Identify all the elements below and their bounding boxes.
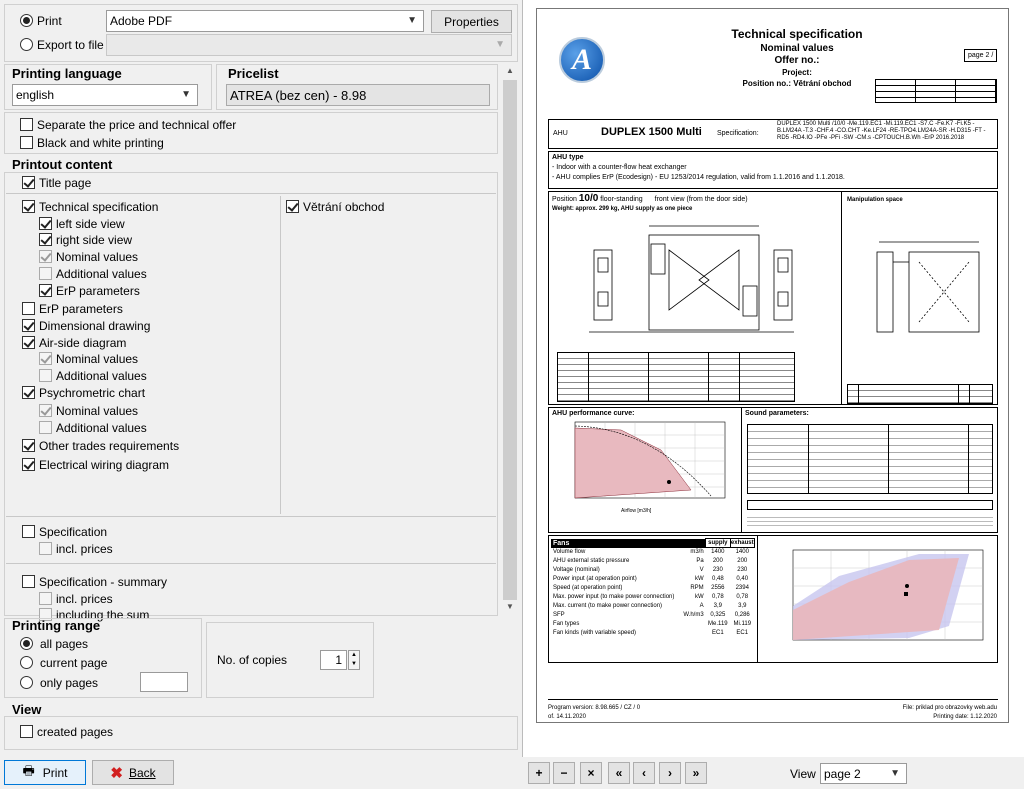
manipulation-table xyxy=(847,384,993,404)
fans-cell: SFP xyxy=(553,612,565,618)
copies-spinner[interactable] xyxy=(348,650,360,670)
only-pages-radio[interactable] xyxy=(20,676,33,689)
fans-exhaust-header: exhaust xyxy=(730,539,754,546)
additional2-option[interactable] xyxy=(39,367,147,384)
export-select[interactable] xyxy=(106,34,512,56)
sound-table-2 xyxy=(747,500,993,510)
nominal2-checkbox xyxy=(39,352,52,365)
bw-checkbox[interactable] xyxy=(20,136,33,149)
ahu-label: AHU xyxy=(553,130,568,137)
left-side-checkbox[interactable] xyxy=(39,217,52,230)
additional3-checkbox[interactable] xyxy=(39,421,52,434)
created-pages-option[interactable] xyxy=(20,723,113,740)
incl-prices2-label: incl. prices xyxy=(56,591,113,606)
drawing-box xyxy=(548,191,998,405)
print-radio-row[interactable] xyxy=(20,12,62,29)
other-trades-label: Other trades requirements xyxy=(39,438,180,453)
fans-cell: Power input (at operation point) xyxy=(553,576,637,582)
psychro-option[interactable] xyxy=(22,384,145,401)
all-pages-radio[interactable] xyxy=(20,637,33,650)
fans-row xyxy=(551,557,755,566)
export-label: Export to file xyxy=(37,37,104,52)
fans-cell: EC1 xyxy=(736,630,749,636)
properties-label: Properties xyxy=(444,14,499,29)
spec-label: Specification: xyxy=(717,130,759,137)
header-grid xyxy=(875,79,997,103)
fans-cell: Pa xyxy=(696,558,704,564)
printer-value: Adobe PDF xyxy=(110,14,173,28)
position-value: 10/0 xyxy=(578,193,599,204)
specification-checkbox[interactable] xyxy=(22,525,35,538)
language-value: english xyxy=(16,88,55,102)
right-side-option[interactable] xyxy=(39,231,132,248)
atrea-logo: A xyxy=(559,37,605,83)
fans-cell xyxy=(681,629,706,638)
tech-spec-option[interactable] xyxy=(22,198,158,215)
current-page-label: current page xyxy=(40,655,108,670)
fans-row xyxy=(551,566,755,575)
print-button-label: Print xyxy=(42,765,68,780)
vetrani-label: Větrání obchod xyxy=(303,199,385,214)
additional-label: Additional values xyxy=(56,266,147,281)
fans-cell: Max. power input (to make power connection) xyxy=(553,594,675,600)
dim-drawing-label: Dimensional drawing xyxy=(39,318,151,333)
sound-table xyxy=(747,424,993,494)
fans-cell: Fan kinds (with variable speed) xyxy=(553,630,637,636)
ahu-type-title: AHU type xyxy=(552,154,584,161)
properties-button[interactable] xyxy=(431,10,512,33)
position-line xyxy=(552,195,748,204)
fans-cell: Me.119 xyxy=(708,621,728,627)
fans-cell: 230 xyxy=(737,567,748,573)
close-icon: ✖ xyxy=(110,764,123,782)
additional2-label: Additional values xyxy=(56,368,147,383)
erp-params-sub-label: ErP parameters xyxy=(56,283,140,298)
erp-parameters-label: ErP parameters xyxy=(39,301,123,316)
nominal3-label: Nominal values xyxy=(56,403,139,418)
page-select[interactable] xyxy=(820,763,907,784)
sound-title: Sound parameters: xyxy=(745,410,809,417)
preview-subtitle: Nominal values xyxy=(760,43,834,54)
spin-up-icon[interactable]: ▲ xyxy=(351,652,357,658)
position-label: Position xyxy=(552,196,577,203)
fans-cell: Volume flow xyxy=(553,548,586,555)
psychro-checkbox[interactable] xyxy=(22,386,35,399)
electrical-checkbox[interactable] xyxy=(22,458,35,471)
created-pages-checkbox[interactable] xyxy=(20,725,33,738)
incl-prices-checkbox[interactable] xyxy=(39,542,52,555)
electrical-label: Electrical wiring diagram xyxy=(39,457,170,472)
ahu-box xyxy=(548,119,998,149)
scroll-thumb[interactable] xyxy=(503,80,517,600)
erp-parameters-checkbox[interactable] xyxy=(22,302,35,315)
view-title: View xyxy=(12,702,42,717)
fans-cell: 1400 xyxy=(735,549,749,555)
fans-cell: EC1 xyxy=(712,630,724,636)
tech-spec-label: Technical specification xyxy=(39,199,159,214)
ahu-drawing xyxy=(589,220,799,340)
chevron-down-icon: ▼ xyxy=(890,768,900,779)
spec-summary-checkbox[interactable] xyxy=(22,575,35,588)
fans-cell: 0,40 xyxy=(736,576,749,582)
weight-line: Weight: approx. 299 kg, AHU supply as one piece xyxy=(552,206,693,212)
back-button-label: Back xyxy=(128,765,156,780)
fans-cell: A xyxy=(699,603,704,609)
nominal3-option[interactable] xyxy=(39,402,138,419)
fans-cell: 0,78 xyxy=(736,594,749,600)
last-page-button[interactable]: » xyxy=(685,762,707,784)
spec-summary-option[interactable] xyxy=(22,573,167,590)
right-side-checkbox[interactable] xyxy=(39,233,52,246)
preview-page-number: page 2 / xyxy=(964,49,997,62)
additional3-option[interactable] xyxy=(39,419,147,436)
bw-label: Black and white printing xyxy=(37,135,164,150)
preview-title: Technical specification xyxy=(731,27,863,41)
incl-prices2-checkbox[interactable] xyxy=(39,592,52,605)
spec-code: DUPLEX 1500 Multi /10/0 -Me.119.EC1 -Mi.119.EC1 -S7.C -Fe.K7 -Fi.K5 -B.LM24A -T.3 -CHF.4 -CO.CHT -Ke.LF24 -RE-TPO4.LM24A-SR -H.D315 -FT -RD5 -RD4.IO -PFe -PFi -SW -CM.s -CPTOUCH.B.Wh -ErP 2016.2018 xyxy=(777,121,986,141)
language-title: Printing language xyxy=(12,66,122,81)
current-page-radio[interactable] xyxy=(20,656,33,669)
fans-title: Fans xyxy=(553,539,570,547)
incl-prices2-option[interactable] xyxy=(39,590,113,607)
separate-checkbox[interactable] xyxy=(20,118,33,131)
erp-params-sub-option[interactable] xyxy=(39,282,140,299)
bw-option[interactable] xyxy=(20,134,164,151)
manipulation-drawing xyxy=(859,232,989,342)
all-pages-option[interactable] xyxy=(20,635,88,652)
program-date: of. 14.11.2020 xyxy=(548,714,586,720)
perf-title: AHU performance curve: xyxy=(552,410,635,417)
additional-checkbox[interactable] xyxy=(39,267,52,280)
language-select[interactable] xyxy=(12,84,198,106)
performance-curve-chart xyxy=(561,420,737,516)
chevron-down-icon: ▼ xyxy=(181,89,191,100)
fans-cell: 1400 xyxy=(711,549,725,555)
title-page-checkbox[interactable] xyxy=(22,176,35,189)
fans-cell: Mi.119 xyxy=(733,621,752,627)
zoom-out-button[interactable]: − xyxy=(553,762,575,784)
fans-cell: Fan types xyxy=(553,621,580,627)
content-title: Printout content xyxy=(12,157,113,172)
fans-cell: 200 xyxy=(737,558,748,564)
fans-cell: 2394 xyxy=(735,585,749,591)
spin-down-icon[interactable]: ▼ xyxy=(351,661,357,667)
air-side-label: Air-side diagram xyxy=(39,335,127,350)
psychrometric-chart xyxy=(769,546,993,658)
fans-table xyxy=(551,538,755,638)
print-label: Print xyxy=(37,13,62,28)
export-radio[interactable] xyxy=(20,38,33,51)
fans-cell xyxy=(681,620,706,629)
only-pages-input[interactable] xyxy=(140,672,188,692)
chevron-down-icon: ▼ xyxy=(407,15,417,26)
scroll-up-icon[interactable]: ▲ xyxy=(506,66,514,75)
incl-prices-option[interactable] xyxy=(39,540,113,557)
additional2-checkbox[interactable] xyxy=(39,369,52,382)
scroll-down-icon[interactable]: ▼ xyxy=(506,602,514,611)
copies-label: No. of copies xyxy=(217,653,288,667)
fans-row xyxy=(551,611,755,620)
additional3-label: Additional values xyxy=(56,420,147,435)
fans-cell: 2556 xyxy=(711,585,725,591)
fans-row xyxy=(551,620,755,629)
separate-label: Separate the price and technical offer xyxy=(37,117,237,132)
dim-drawing-option[interactable] xyxy=(22,317,150,334)
fans-cell: m3/h xyxy=(690,548,704,555)
nominal-option[interactable] xyxy=(39,248,138,265)
fans-supply-header: supply xyxy=(706,539,730,548)
close-preview-button[interactable]: × xyxy=(580,762,602,784)
erp-params-sub-checkbox[interactable] xyxy=(39,284,52,297)
printer-select[interactable] xyxy=(106,10,424,32)
fans-cell: 0,78 xyxy=(712,594,724,600)
psychro-label: Psychrometric chart xyxy=(39,385,146,400)
fans-cell: 0,325 xyxy=(710,612,726,618)
pricelist-field[interactable] xyxy=(226,84,490,106)
view-label: View xyxy=(790,767,816,781)
ahu-type-box xyxy=(548,151,998,189)
sound-note xyxy=(747,514,993,528)
front-view: front view (from the door side) xyxy=(654,196,748,203)
fans-row xyxy=(551,593,755,602)
fans-cell: 0,48 xyxy=(712,576,724,582)
fans-cell: AHU external static pressure xyxy=(553,558,630,564)
nominal-label: Nominal values xyxy=(56,249,139,264)
all-pages-label: all pages xyxy=(40,636,89,651)
dim-drawing-checkbox[interactable] xyxy=(22,319,35,332)
fans-row xyxy=(551,602,755,611)
nominal3-checkbox xyxy=(39,404,52,417)
ahu-type-line1: - Indoor with a counter-flow heat exchanger xyxy=(552,164,687,171)
floor-standing: floor-standing xyxy=(600,196,643,203)
printing-date: Printing date: 1.12.2020 xyxy=(933,714,997,720)
fans-cell: 3,9 xyxy=(713,603,723,609)
current-page-option[interactable] xyxy=(20,654,107,671)
fans-cell: kW xyxy=(695,576,704,582)
fans-cell: Max. current (to make power connection) xyxy=(553,603,663,609)
nominal2-label: Nominal values xyxy=(56,351,139,366)
file-name: File: priklad pro obrazovky web.adu xyxy=(902,705,997,711)
connection-table xyxy=(557,352,795,402)
ahu-model: DUPLEX 1500 Multi xyxy=(601,126,702,138)
incl-prices-label: incl. prices xyxy=(56,541,113,556)
other-trades-checkbox[interactable] xyxy=(22,439,35,452)
separate-option[interactable] xyxy=(20,116,236,133)
fans-cell: 200 xyxy=(712,558,723,564)
preview-page xyxy=(536,8,1009,723)
preview-project: Project: xyxy=(782,68,812,77)
preview-offer: Offer no.: xyxy=(774,55,820,66)
erp-parameters-option[interactable] xyxy=(22,300,123,317)
air-side-checkbox[interactable] xyxy=(22,336,35,349)
fans-cell: 0,286 xyxy=(734,612,750,618)
fans-cell: Speed (at operation point) xyxy=(553,585,623,591)
pricelist-title: Pricelist xyxy=(228,66,279,81)
only-pages-label: only pages xyxy=(40,675,99,690)
only-pages-option[interactable] xyxy=(20,674,98,691)
fans-cell: 3,9 xyxy=(738,603,747,609)
printer-icon: 🖶 xyxy=(22,762,35,778)
title-page-option[interactable] xyxy=(22,174,91,191)
spec-summary-label: Specification - summary xyxy=(39,574,168,589)
incl-sum-option[interactable] xyxy=(39,606,239,622)
specification-option[interactable] xyxy=(22,523,107,540)
airflow-label: Airflow [m3/h] xyxy=(621,508,652,514)
fans-cell: 230 xyxy=(712,567,723,573)
fans-row xyxy=(551,548,755,558)
tech-spec-checkbox[interactable] xyxy=(22,200,35,213)
next-page-button[interactable]: › xyxy=(659,762,681,784)
left-side-label: left side view xyxy=(56,216,125,231)
fans-row xyxy=(551,629,755,638)
fans-row xyxy=(551,575,755,584)
page-select-value: page 2 xyxy=(824,766,861,781)
copies-input[interactable]: 1 xyxy=(320,650,347,670)
fans-box xyxy=(548,535,998,663)
specification-label: Specification xyxy=(39,524,108,539)
fans-cell: W.h/m3 xyxy=(683,612,704,618)
created-pages-label: created pages xyxy=(37,724,114,739)
first-page-button[interactable]: « xyxy=(608,762,630,784)
perf-sound-box xyxy=(548,407,998,533)
manipulation-title: Manipulation space xyxy=(847,197,903,203)
chevron-down-icon: ▼ xyxy=(495,39,505,50)
ahu-type-line2: - AHU complies ErP (Ecodesign) - EU 1253/2014 regulation, valid from 1.1.2016 and 1.1.2018. xyxy=(552,174,845,181)
title-page-label: Title page xyxy=(39,175,92,190)
fans-row xyxy=(551,584,755,593)
export-radio-row[interactable] xyxy=(20,36,104,53)
prev-page-button[interactable]: ‹ xyxy=(633,762,655,784)
incl-sum-label: including the sum xyxy=(56,607,150,622)
program-version: Program version: 8.98.665 / CZ / 0 xyxy=(548,705,641,711)
preview-position: Position no.: Větrání obchod xyxy=(742,79,852,88)
back-button[interactable] xyxy=(92,760,174,785)
fans-cell: Voltage (nominal) xyxy=(553,567,600,573)
fans-cell: V xyxy=(699,567,704,573)
content-scrollbar[interactable] xyxy=(502,64,518,616)
electrical-option[interactable] xyxy=(22,456,169,473)
nominal-checkbox xyxy=(39,250,52,263)
right-side-label: right side view xyxy=(56,232,133,247)
nominal2-option[interactable] xyxy=(39,350,138,367)
pricelist-value: ATREA (bez cen) - 8.98 xyxy=(230,87,367,103)
other-trades-option[interactable] xyxy=(22,437,179,454)
range-title: Printing range xyxy=(12,618,101,633)
print-button[interactable] xyxy=(4,760,86,785)
fans-cell: RPM xyxy=(690,585,704,591)
print-radio[interactable] xyxy=(20,14,33,27)
vetrani-checkbox[interactable] xyxy=(286,200,299,213)
left-side-option[interactable] xyxy=(39,215,125,232)
additional-option[interactable] xyxy=(39,265,147,282)
fans-cell: kW xyxy=(695,594,704,600)
air-side-option[interactable] xyxy=(22,334,126,351)
zoom-in-button[interactable]: + xyxy=(528,762,550,784)
vetrani-option[interactable] xyxy=(286,198,384,215)
